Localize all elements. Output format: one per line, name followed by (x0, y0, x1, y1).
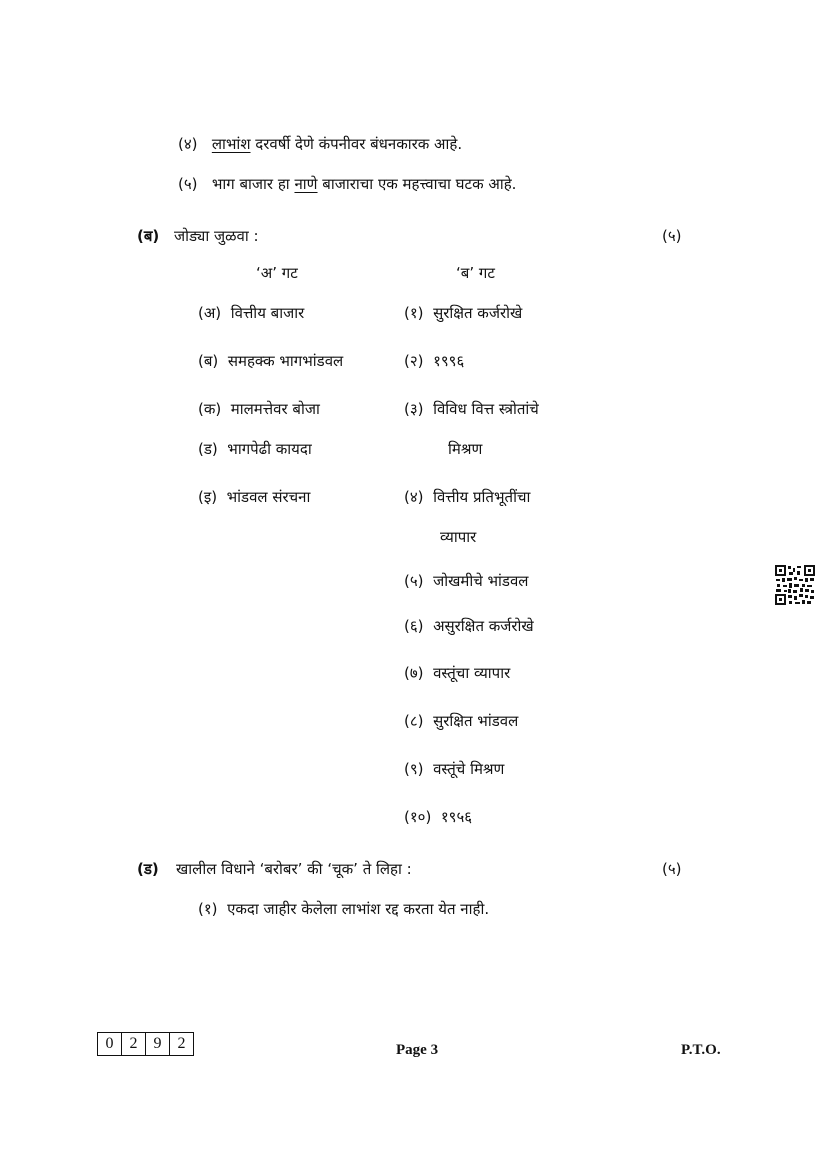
statement-number: (४) (178, 135, 198, 153)
col-b-item-text: सुरक्षित भांडवल (433, 712, 519, 730)
underlined-word: लाभांश (211, 135, 251, 153)
col-a-item-number: (क) (198, 400, 222, 418)
col-b-item (404, 351, 464, 371)
section-d-label: (ड) (137, 860, 159, 878)
col-b-item-number: (९) (404, 760, 424, 778)
col-b-item-text: वित्तीय प्रतिभूतींचा (433, 488, 531, 506)
section-b-label: (ब) (137, 227, 160, 245)
section-b-title: जोड्या जुळवा : (174, 227, 259, 245)
col-b-item-text: विविध वित्त स्त्रोतांचे (433, 400, 539, 418)
col-a-item (198, 487, 310, 507)
paper-code-digit: 2 (177, 1035, 186, 1052)
column-a-header: ‘अ’ गट (256, 264, 298, 282)
section-d-title: खालील विधाने ‘बरोबर’ की ‘चूक’ ते लिहा : (176, 860, 412, 878)
col-b-item (404, 663, 510, 683)
statement-text-pre: भाग बाजार हा (211, 175, 295, 193)
statement-number: (५) (178, 175, 198, 193)
col-a-item-text: मालमत्तेवर बोजा (230, 400, 320, 418)
page-number: Page 3 (396, 1042, 439, 1058)
section-d-item-text: एकदा जाहीर केलेला लाभांश रद्द करता येत नाही. (227, 900, 490, 918)
paper-code-digit: 2 (122, 1033, 146, 1055)
col-b-item (404, 616, 534, 636)
col-b-item (404, 759, 504, 779)
column-b-header: ‘ब’ गट (456, 264, 495, 282)
col-b-item-continuation: व्यापार (440, 528, 477, 546)
col-b-item-text: वस्तूंचे मिश्रण (433, 760, 505, 778)
col-b-item-text: १९९६ (433, 352, 465, 370)
col-a-item-number: (इ) (198, 488, 218, 506)
col-b-item (404, 807, 472, 827)
paper-code-digit: 9 (146, 1033, 170, 1055)
paper-code-box (97, 1032, 194, 1056)
col-b-item-number: (८) (404, 712, 424, 730)
col-b-item (404, 711, 518, 731)
section-d-item-number: (१) (198, 900, 218, 918)
statement-4 (178, 134, 462, 154)
col-b-item-number: (७) (404, 664, 424, 682)
col-b-item-number: (४) (404, 488, 424, 506)
pto-label: P.T.O. (681, 1042, 721, 1058)
col-b-item-text: असुरक्षित कर्जरोखे (433, 617, 534, 635)
col-b-item-text: १९५६ (440, 808, 473, 826)
col-a-item-text: भांडवल संरचना (226, 488, 311, 506)
col-b-item-text: वस्तूंचा व्यापार (433, 664, 511, 682)
col-a-item (198, 303, 304, 323)
col-b-item-number: (३) (404, 400, 424, 418)
col-b-item-text: सुरक्षित कर्जरोखे (433, 304, 523, 322)
col-b-item-number: (१०) (404, 808, 432, 826)
col-a-item (198, 399, 320, 419)
col-b-item-number: (५) (404, 572, 424, 590)
col-b-item (404, 487, 530, 507)
col-a-item-number: (अ) (198, 304, 222, 322)
col-b-item (404, 303, 522, 323)
col-a-item-number: (ब) (198, 352, 219, 370)
underlined-word: नाणे (294, 175, 318, 193)
col-b-item (404, 399, 539, 419)
col-b-item-number: (२) (404, 352, 424, 370)
section-d-marks: (५) (662, 860, 682, 878)
col-a-item (198, 439, 312, 459)
col-a-item (198, 351, 343, 371)
col-b-item (404, 571, 528, 591)
paper-code-digit: 0 (98, 1033, 122, 1055)
qr-code-icon (775, 565, 815, 605)
section-d-item (198, 899, 489, 919)
col-b-item-text: जोखमीचे भांडवल (433, 572, 529, 590)
col-a-item-text: भागपेढी कायदा (227, 440, 312, 458)
col-a-item-text: वित्तीय बाजार (230, 304, 305, 322)
col-b-item-continuation: मिश्रण (448, 440, 483, 458)
col-a-item-number: (ड) (198, 440, 218, 458)
statement-text-post: दरवर्षी देणे कंपनीवर बंधनकारक आहे. (250, 135, 463, 153)
col-b-item-number: (१) (404, 304, 424, 322)
section-b-marks: (५) (662, 227, 682, 245)
col-a-item-text: समहक्क भागभांडवल (227, 352, 344, 370)
statement-text-post: बाजाराचा एक महत्त्वाचा घटक आहे. (317, 175, 517, 193)
col-b-item-number: (६) (404, 617, 424, 635)
statement-5 (178, 174, 516, 194)
